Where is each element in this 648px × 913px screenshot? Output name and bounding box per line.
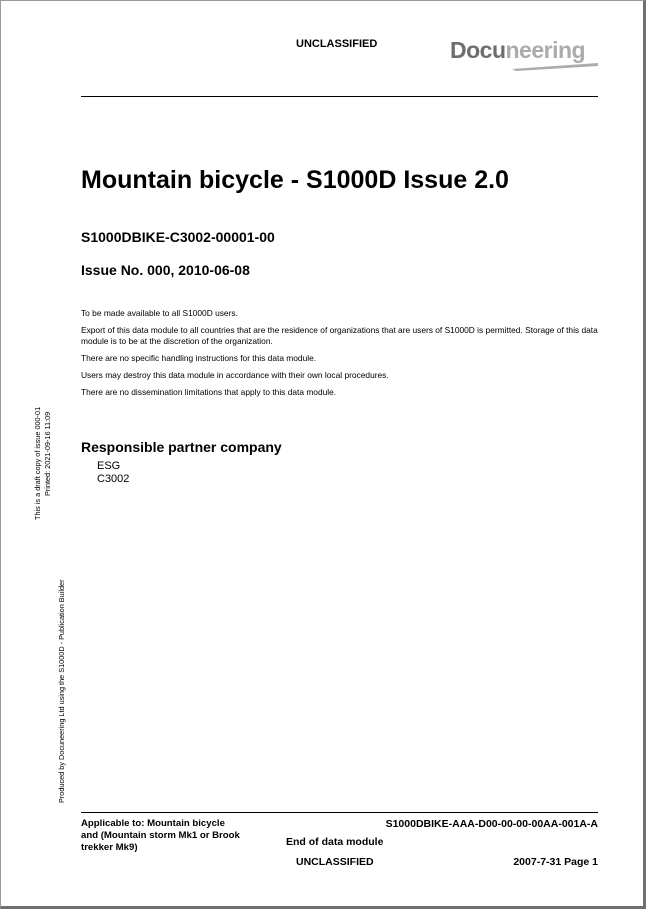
document-title: Mountain bicycle - S1000D Issue 2.0: [81, 166, 509, 194]
logo-swoosh-icon: [512, 63, 598, 71]
logo-text-light: neering: [505, 37, 586, 63]
side-draft-notice: This is a draft copy of issue 000-01: [33, 406, 42, 520]
header-rule: [81, 96, 598, 97]
partner-heading: Responsible partner company: [81, 439, 282, 455]
notice-destruction: Users may destroy this data module in accordance with their own local procedures.: [81, 370, 389, 380]
side-printed-date: Printed: 2021-09-16 11:09: [43, 411, 52, 496]
footer-dm-code: S1000DBIKE-AAA-D00-00-00-00AA-001A-A: [385, 818, 598, 830]
side-produced-by: Produced by Docuneering Ltd using the S1000D - Publication Builder: [57, 579, 66, 803]
notice-export: Export of this data module to all countries that are the residence of organizations that are users of S1000D is permitted. Storage of this data module is to be at the discretion of the organization.: [81, 325, 598, 346]
issue-info: Issue No. 000, 2010-06-08: [81, 262, 250, 278]
docuneering-logo: [450, 37, 585, 63]
security-notices: [81, 308, 601, 404]
notice-dissemination: There are no dissemination limitations that apply to this data module.: [81, 387, 337, 397]
data-module-code: S1000DBIKE-C3002-00001-00: [81, 229, 275, 245]
notice-availability: To be made available to all S1000D users.: [81, 308, 238, 318]
footer-date-page: 2007-7-31 Page 1: [513, 856, 598, 868]
partner-name: ESG: [97, 460, 121, 472]
header-classification: UNCLASSIFIED: [296, 38, 378, 50]
footer-applicability: Applicable to: Mountain bicycle and (Mountain storm Mk1 or Brook trekker Mk9): [81, 818, 240, 853]
footer-end-of-module: End of data module: [286, 836, 384, 848]
notice-handling: There are no specific handling instructions for this data module.: [81, 353, 317, 363]
footer-rule: [81, 812, 598, 813]
partner-code: C3002: [97, 473, 130, 485]
logo-text-dark: Docu: [450, 37, 506, 63]
footer-classification: UNCLASSIFIED: [296, 856, 374, 868]
